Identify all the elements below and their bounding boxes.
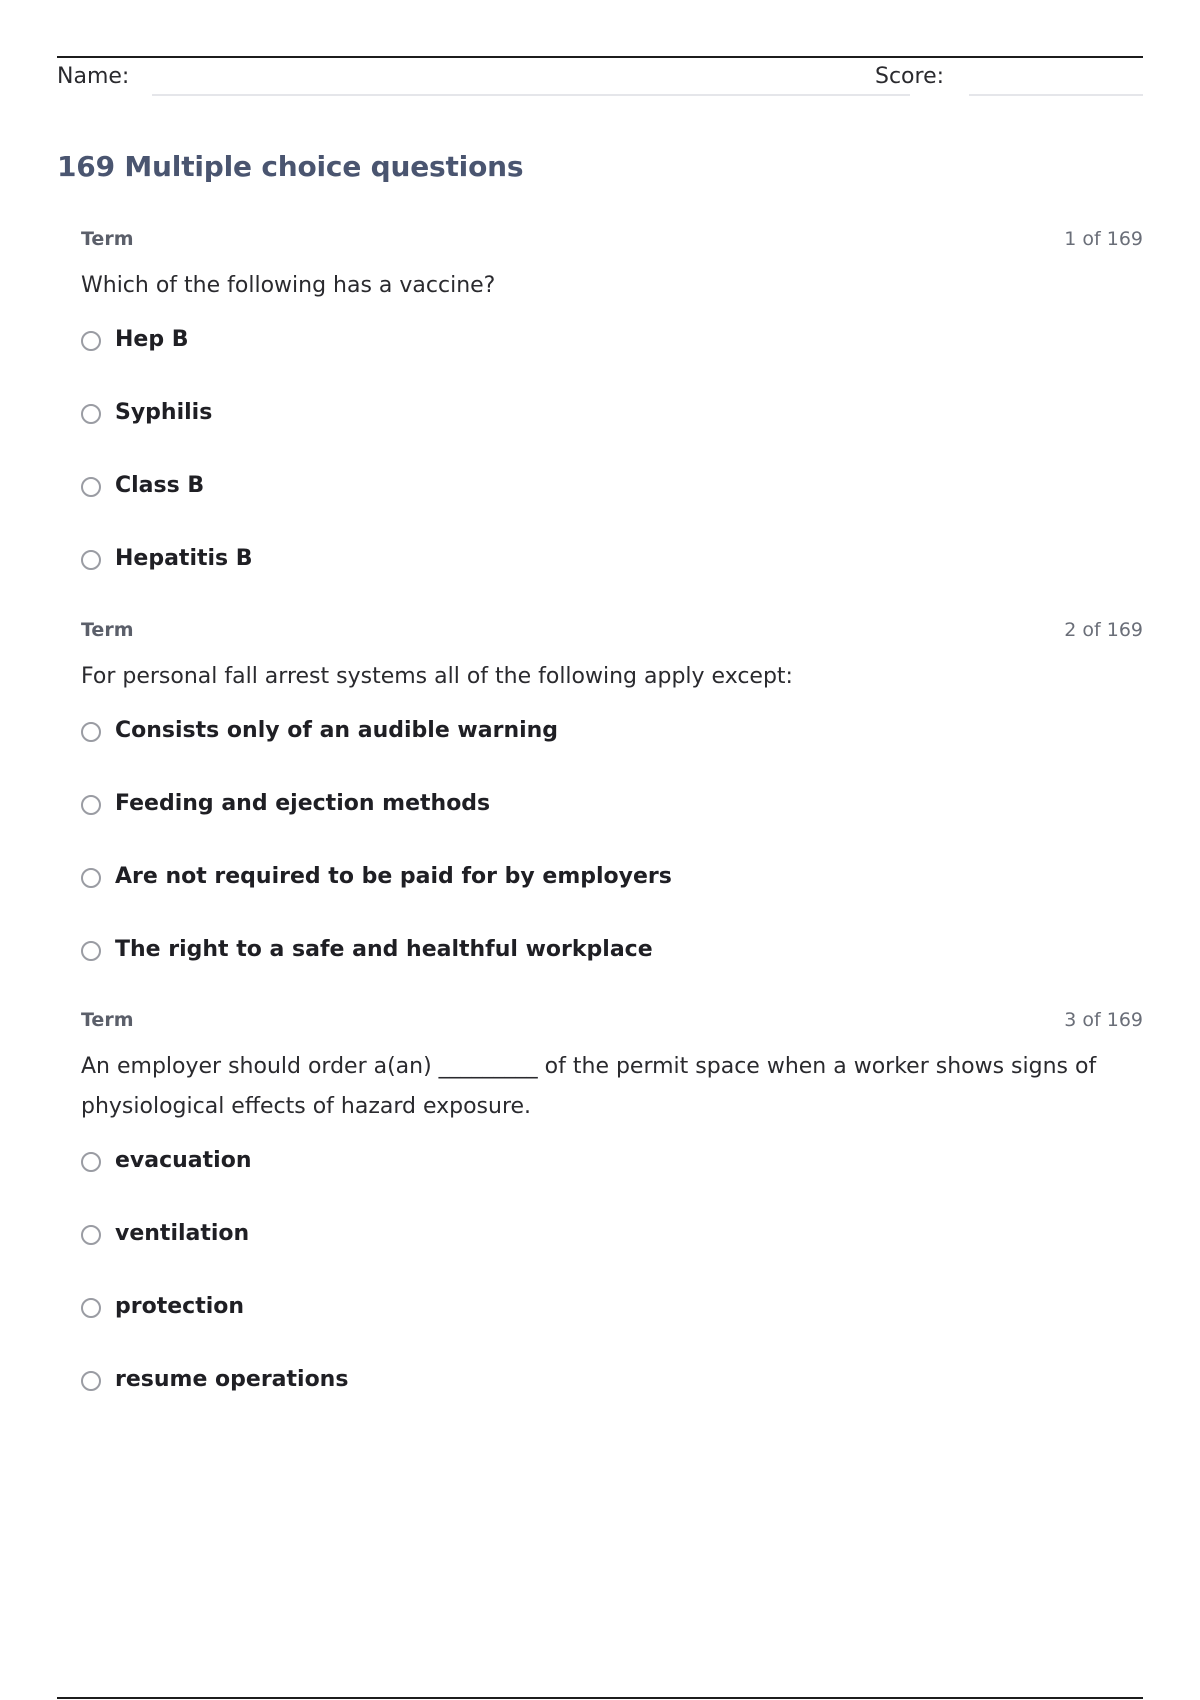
radio-button-icon[interactable]: [81, 404, 101, 424]
answer-option-label: Hep B: [115, 327, 189, 352]
question-counter: 1 of 169: [1064, 228, 1143, 250]
term-label: Term: [81, 228, 134, 250]
answer-option[interactable]: [81, 930, 1143, 1003]
answer-option[interactable]: [81, 1214, 1143, 1287]
question-header: [81, 1009, 1143, 1037]
radio-button-icon[interactable]: [81, 1371, 101, 1391]
answer-option-label: Hepatitis B: [115, 546, 253, 571]
answer-option-label: Syphilis: [115, 400, 213, 425]
radio-button-icon[interactable]: [81, 722, 101, 742]
radio-button-icon[interactable]: [81, 868, 101, 888]
answer-options: [81, 711, 1143, 1003]
answer-option-label: Feeding and ejection methods: [115, 791, 491, 816]
answer-option-label: resume operations: [115, 1367, 349, 1392]
score-field[interactable]: [969, 94, 1143, 96]
answer-option[interactable]: [81, 320, 1143, 393]
score-label: Score:: [875, 64, 945, 89]
answer-option[interactable]: [81, 784, 1143, 857]
question-card: [81, 228, 1143, 612]
question-text: For personal fall arrest systems all of the following apply except:: [81, 664, 793, 689]
question-text: An employer should order a(an) _________ of the permit space when a worker shows signs of physiological effects of hazard exposure.: [81, 1054, 1097, 1119]
radio-button-icon[interactable]: [81, 550, 101, 570]
term-label: Term: [81, 619, 134, 641]
term-label: Term: [81, 1009, 134, 1031]
question-card: [81, 1009, 1143, 1433]
radio-button-icon[interactable]: [81, 941, 101, 961]
answer-option-label: Class B: [115, 473, 205, 498]
answer-option[interactable]: [81, 393, 1143, 466]
name-label: Name:: [57, 64, 130, 89]
question-counter: 3 of 169: [1064, 1009, 1143, 1031]
answer-option-label: ventilation: [115, 1221, 250, 1246]
question-header: [81, 228, 1143, 256]
bottom-rule: [57, 1697, 1143, 1699]
radio-button-icon[interactable]: [81, 1225, 101, 1245]
worksheet-header: [57, 62, 1143, 98]
top-rule: [57, 56, 1143, 58]
answer-option[interactable]: [81, 711, 1143, 784]
answer-option-label: Are not required to be paid for by employers: [115, 864, 672, 889]
answer-option-label: The right to a safe and healthful workplace: [115, 937, 653, 962]
section-title: 169 Multiple choice questions: [57, 150, 524, 183]
radio-button-icon[interactable]: [81, 1298, 101, 1318]
question-text: Which of the following has a vaccine?: [81, 273, 496, 298]
radio-button-icon[interactable]: [81, 477, 101, 497]
answer-option-label: protection: [115, 1294, 245, 1319]
question-counter: 2 of 169: [1064, 619, 1143, 641]
answer-option[interactable]: [81, 1141, 1143, 1214]
answer-option[interactable]: [81, 1360, 1143, 1433]
name-field[interactable]: [152, 94, 910, 96]
answer-options: [81, 1141, 1143, 1433]
answer-option[interactable]: [81, 466, 1143, 539]
question-card: [81, 619, 1143, 1003]
radio-button-icon[interactable]: [81, 331, 101, 351]
answer-option-label: Consists only of an audible warning: [115, 718, 559, 743]
answer-option[interactable]: [81, 539, 1143, 612]
radio-button-icon[interactable]: [81, 1152, 101, 1172]
answer-option[interactable]: [81, 857, 1143, 930]
answer-option[interactable]: [81, 1287, 1143, 1360]
question-header: [81, 619, 1143, 647]
radio-button-icon[interactable]: [81, 795, 101, 815]
answer-options: [81, 320, 1143, 612]
answer-option-label: evacuation: [115, 1148, 252, 1173]
